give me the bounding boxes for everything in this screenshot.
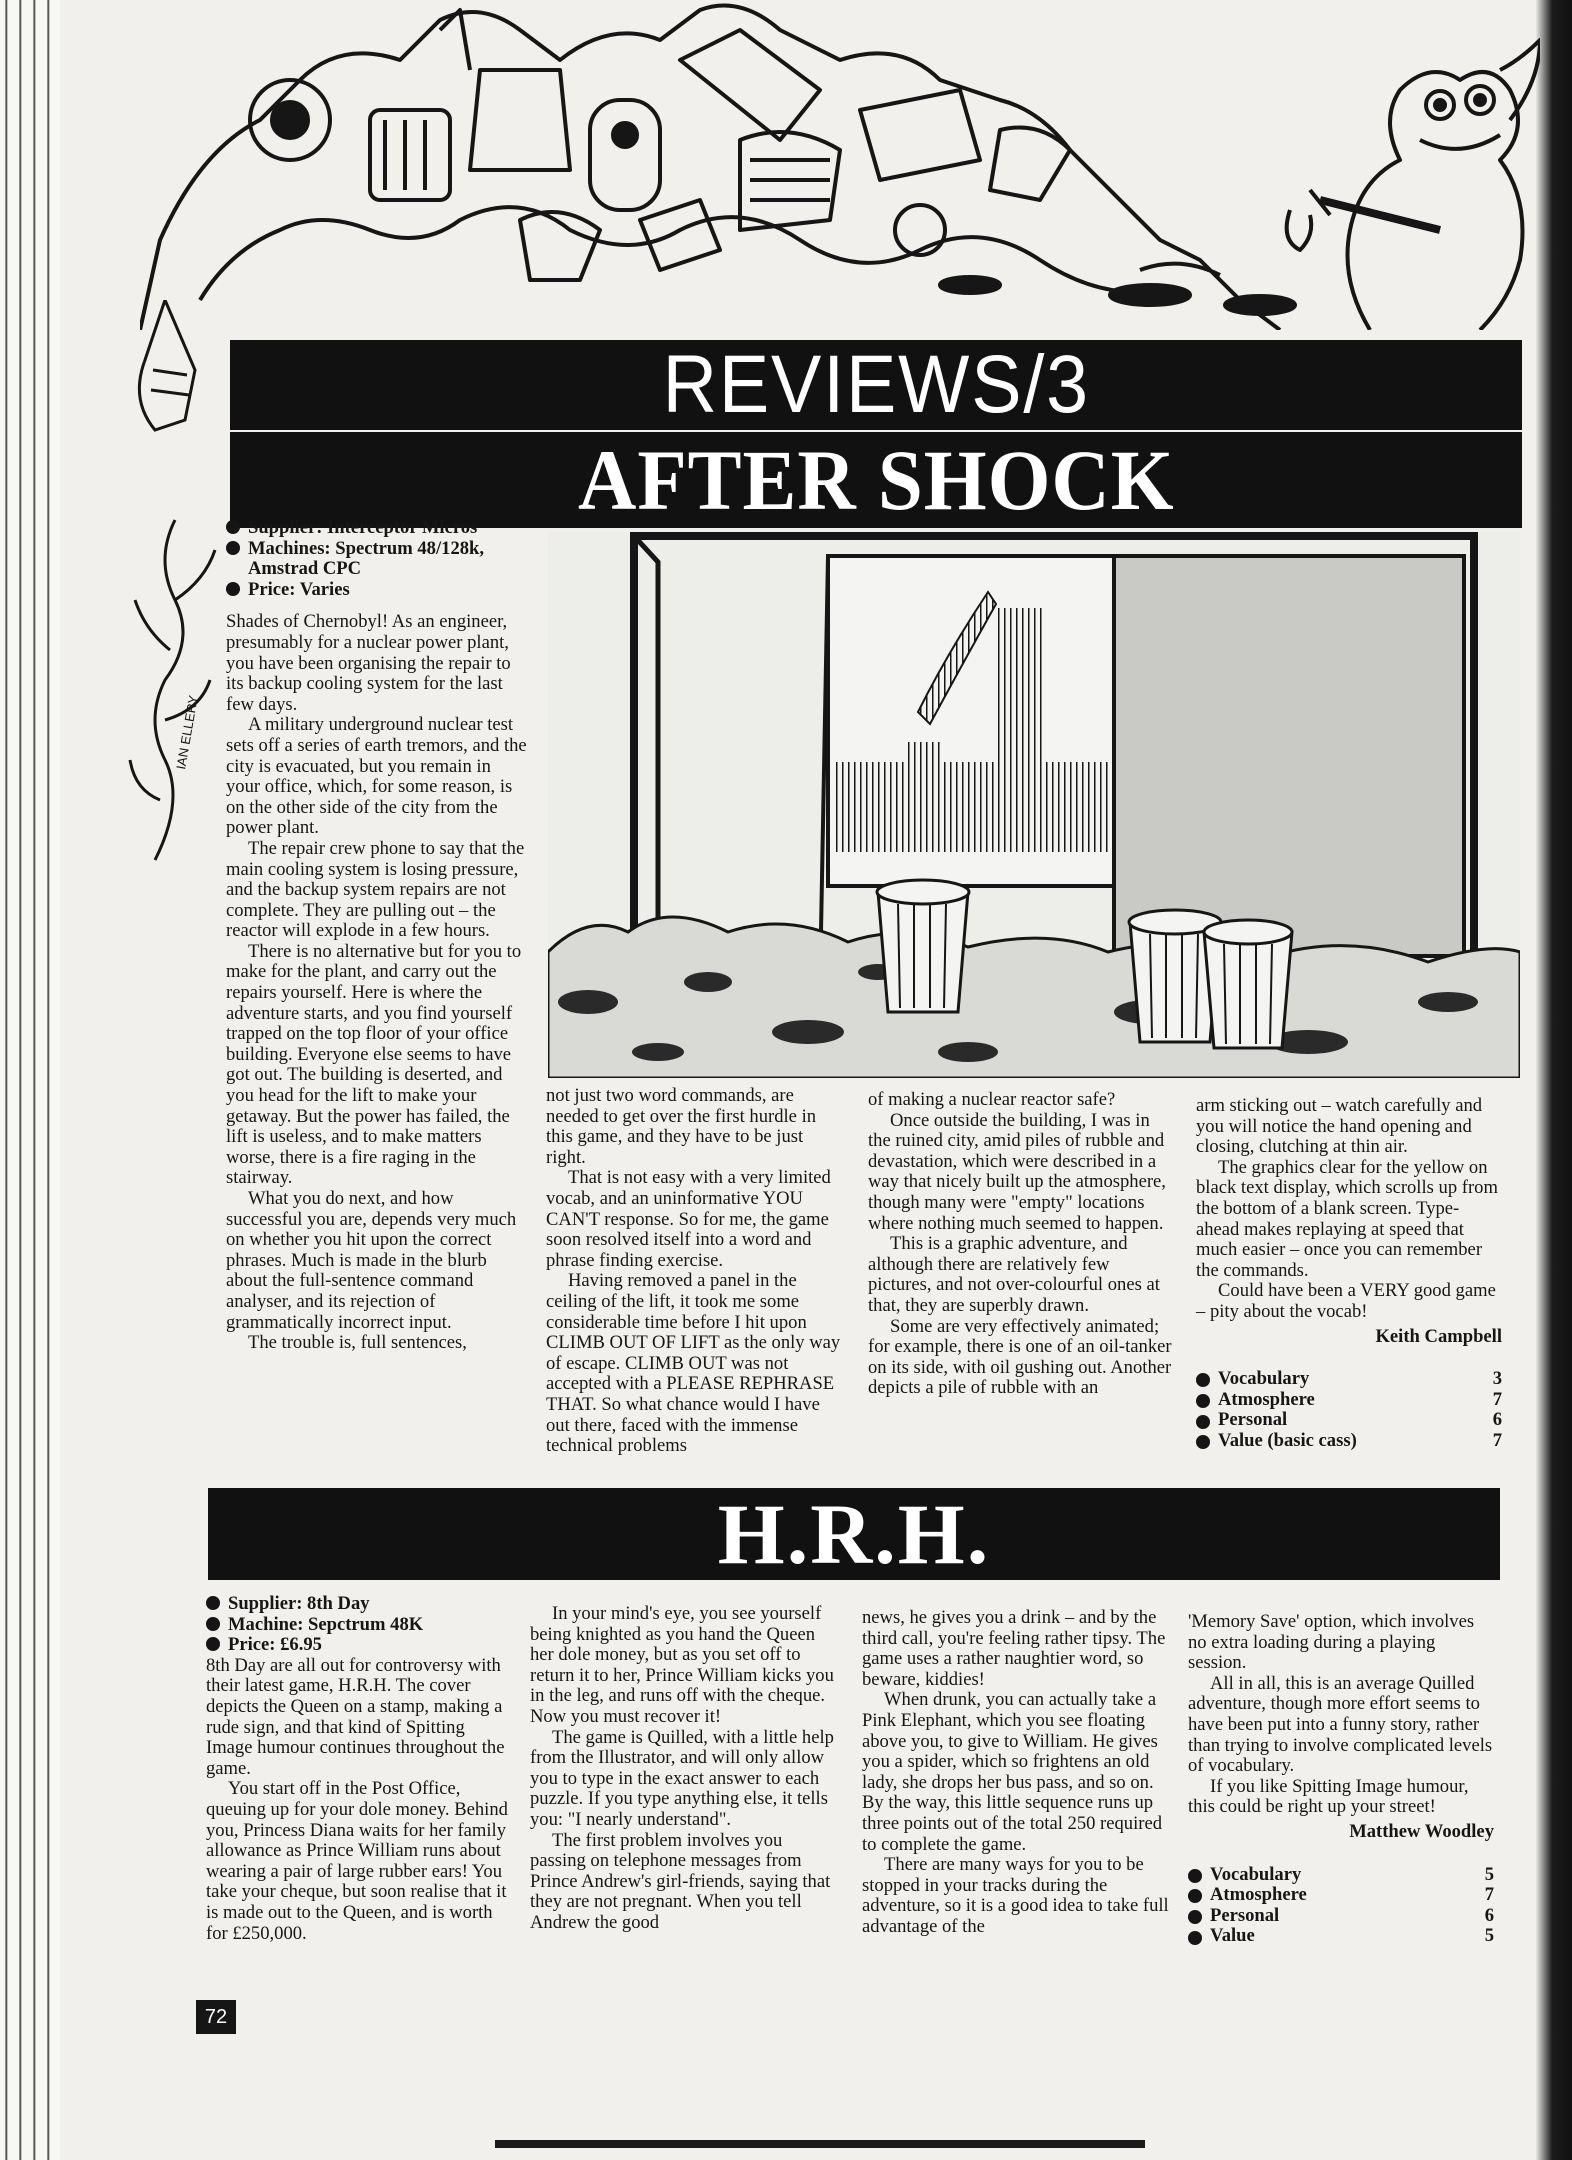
after-shock-machines: Machines: Spectrum 48/128k, Amstrad CPC: [226, 539, 528, 580]
paragraph: 'Memory Save' option, which involves no extra loading during a playing session.: [1188, 1611, 1475, 1674]
bullet-icon: [226, 520, 240, 534]
paragraph: 8th Day are all out for controversy with their latest game, H.R.H. The cover depicts the Queen on a stamp, making a rude sign, and that kind of Spitting Image humour continues throughout the game.: [206, 1654, 505, 1779]
bullet-icon: [226, 541, 240, 555]
hrh-column-4: [1188, 1612, 1494, 1947]
paragraph: When drunk, you can actually take a Pink Elephant, which you see floating above you, to give to William. He gives you a spider, which so frightens an old lady, she drops her bus pass, and so on. By the way, this little sequence runs up three points out of the total 250 required to complete the game.: [862, 1689, 1163, 1855]
header-illustration: [140, 0, 1540, 330]
after-shock-title-banner: [230, 432, 1522, 528]
after-shock-column-3: [868, 1090, 1174, 1399]
after-shock-title: AFTER SHOCK: [577, 432, 1175, 528]
paragraph: of making a nuclear reactor safe?: [868, 1089, 1116, 1110]
rating-vocabulary: Vocabulary 5: [1188, 1865, 1494, 1886]
paragraph: Could have been a VERY good game – pity about the vocab!: [1196, 1280, 1496, 1322]
paragraph: not just two word commands, are needed to get over the first hurdle in this game, and they have to be just right.: [546, 1085, 817, 1168]
paragraph: Once outside the building, I was in the ruined city, amid piles of rubble and devastation, which were described in a way that nicely built up the atmosphere, though many were "empty" locations where nothing much seemed to happen.: [868, 1109, 1166, 1234]
paragraph: The graphics clear for the yellow on black text display, which scrolls up from the bottom of a blank screen. Type-ahead makes replaying at speed that much easier – once you can remember the commands.: [1196, 1156, 1498, 1281]
rating-personal: Personal 6: [1188, 1906, 1494, 1927]
paragraph: All in all, this is an average Quilled adventure, though more effort seems to have been put into a funny story, rather than trying to involve complicated levels of vocabulary.: [1188, 1672, 1493, 1777]
section-title: REVIEWS/3: [662, 340, 1090, 430]
hrh-machine: Machine: Sepctrum 48K: [206, 1615, 510, 1636]
rating-atmosphere: Atmosphere 7: [1196, 1390, 1502, 1411]
rating-value: Value (basic cass) 7: [1196, 1431, 1502, 1452]
rating-value: Value 5: [1188, 1926, 1494, 1947]
after-shock-column-2: [546, 1086, 846, 1457]
after-shock-column-4: [1196, 1096, 1502, 1452]
after-shock-supplier: Supplier: Interceptor Micros: [226, 518, 528, 539]
bullet-icon: [1196, 1373, 1210, 1387]
page-binding-edge: [0, 0, 60, 2160]
paragraph: There is no alternative but for you to make for the plant, and carry out the repairs yourself. Here is where the adventure starts, and you find yourself trapped on the top floor of your office building. Everyone else seems to have got out. The building is deserted, and you head for the lift to make your getaway. But the power has failed, the lift is useless, and to make matters worse, there is a fire raging in the stairway.: [226, 940, 522, 1189]
paragraph: Some are very effectively animated; for example, there is one of an oil-tanker on its side, with oil gushing out. Another depicts a pile of rubble with an: [868, 1315, 1172, 1399]
left-border-illustration: [125, 300, 225, 900]
bullet-icon: [1188, 1910, 1202, 1924]
page-right-edge-shadow: [1536, 0, 1572, 2160]
bottom-rule: [495, 2140, 1145, 2148]
paragraph: Having removed a panel in the ceiling of the lift, it took me some considerable time before I hit upon CLIMB OUT OF LIFT as the only way of escape. CLIMB OUT was not accepted with a PLEASE REPHRASE THAT. So what chance would I have out there, faced with the immense technical problems: [546, 1270, 841, 1457]
after-shock-game-screenshot: [548, 532, 1520, 1078]
after-shock-ratings: [1196, 1369, 1502, 1451]
hrh-column-1: [206, 1594, 510, 1944]
paragraph: The first problem involves you passing on telephone messages from Prince Andrew's girl-friends, saying that they are not pregnant. When you tell Andrew the good: [530, 1829, 831, 1933]
after-shock-column-1: [226, 518, 528, 1354]
rating-vocabulary: Vocabulary 3: [1196, 1369, 1502, 1390]
bullet-icon: [1188, 1869, 1202, 1883]
paragraph: news, he gives you a drink – and by the third call, you're feeling rather tipsy. The game uses a rather naughtier word, so beware, kiddies!: [862, 1607, 1166, 1690]
paragraph: That is not easy with a very limited vocab, and an uninformative YOU CAN'T response. So for me, the game soon resolved itself into a word and phrase finding exercise.: [546, 1167, 831, 1271]
section-title-banner: [230, 340, 1522, 430]
paragraph: What you do next, and how successful you are, depends very much on whether you hit upon the correct phrases. Much is made in the blurb about the full-sentence command analyser, and its rejection of grammatically incorrect input.: [226, 1188, 517, 1333]
paragraph: The trouble is, full sentences,: [248, 1332, 467, 1354]
bullet-icon: [206, 1596, 220, 1610]
bullet-icon: [1196, 1415, 1210, 1429]
hrh-supplier: Supplier: 8th Day: [206, 1594, 510, 1615]
bullet-icon: [226, 582, 240, 596]
paragraph: This is a graphic adventure, and although there are relatively few pictures, and not over-colourful ones at that, they are superbly drawn.: [868, 1233, 1160, 1316]
hrh-column-3: [862, 1608, 1170, 1938]
hrh-column-2: [530, 1604, 842, 1934]
paragraph: Shades of Chernobyl! As an engineer, presumably for a nuclear power plant, you have been organising the repair to its backup cooling system for the last few days.: [226, 611, 511, 715]
after-shock-reviewer: Keith Campbell: [1375, 1325, 1502, 1347]
bullet-icon: [206, 1637, 220, 1651]
paragraph: arm sticking out – watch carefully and you will notice the hand opening and closing, clutching at thin air.: [1196, 1095, 1483, 1158]
after-shock-price: Price: Varies: [226, 580, 528, 601]
paragraph: The game is Quilled, with a little help from the Illustrator, and will only allow you to type in the exact answer to each puzzle. If you type anything else, it tells you: "I nearly understand".: [530, 1726, 834, 1830]
paragraph: There are many ways for you to be stopped in your tracks during the adventure, so it is a good idea to take full advantage of the: [862, 1854, 1169, 1937]
paragraph: The repair crew phone to say that the main cooling system is losing pressure, and the backup system repairs are not complete. They are pulling out – the reactor will explode in a few hours.: [226, 837, 525, 942]
hrh-price: Price: £6.95: [206, 1635, 510, 1656]
page-number: 72: [196, 2000, 236, 2034]
rating-atmosphere: Atmosphere 7: [1188, 1885, 1494, 1906]
bullet-icon: [206, 1617, 220, 1631]
paragraph: You start off in the Post Office, queuing up for your dole money. Behind you, Princess Diana waits for her family allowance as Prince William runs about wearing a pair of large rubber ears! You take your cheque, but soon realise that it is made out to the Queen, and is worth for £250,000.: [206, 1778, 508, 1944]
paragraph: If you like Spitting Image humour, this could be right up your street!: [1188, 1775, 1469, 1818]
bullet-icon: [1196, 1435, 1210, 1449]
artist-signature: IAN ELLERY: [173, 694, 201, 771]
bullet-icon: [1196, 1394, 1210, 1408]
rating-personal: Personal 6: [1196, 1410, 1502, 1431]
hrh-reviewer: Matthew Woodley: [1349, 1820, 1494, 1842]
hrh-ratings: [1188, 1865, 1494, 1947]
hrh-title: H.R.H.: [717, 1488, 991, 1580]
paragraph: A military underground nuclear test sets off a series of earth tremors, and the city is evacuated, but you remain in your office, which, for some reason, is on the other side of the city from the power plant.: [226, 714, 527, 839]
bullet-icon: [1188, 1931, 1202, 1945]
bullet-icon: [1188, 1889, 1202, 1903]
paragraph: In your mind's eye, you see yourself being knighted as you hand the Queen her dole money, but as you set off to return it to her, Prince William kicks you in the leg, and runs off with the cheque. Now you must recover it!: [530, 1603, 834, 1727]
hrh-title-banner: [208, 1488, 1500, 1580]
